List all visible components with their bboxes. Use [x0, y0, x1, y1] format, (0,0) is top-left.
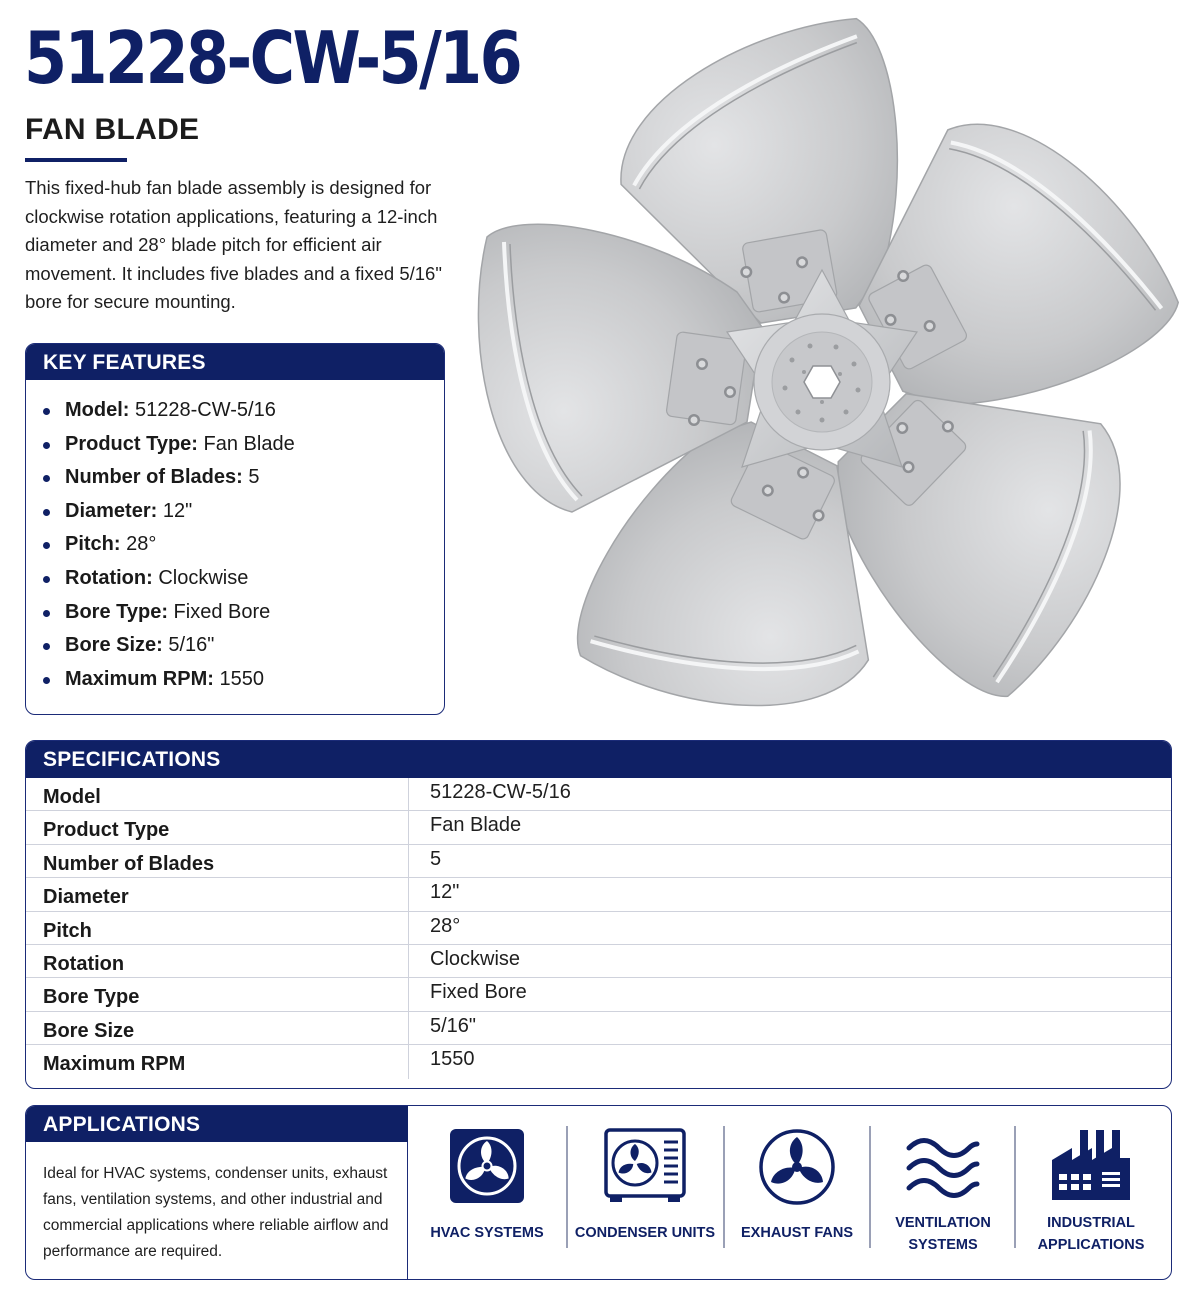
spec-key: Diameter — [26, 878, 409, 910]
feature-item: Diameter: 12" — [43, 495, 444, 529]
specifications-panel — [25, 740, 1172, 1089]
spec-value: 5 — [430, 847, 442, 870]
applications-heading: APPLICATIONS — [26, 1106, 408, 1142]
application-hvac — [410, 1106, 564, 1279]
spec-key: Model — [26, 778, 409, 810]
spec-value: 12" — [430, 881, 460, 904]
feature-item: Bore Size: 5/16" — [43, 629, 444, 663]
spec-key: Pitch — [26, 912, 409, 944]
hvac-fan-icon — [449, 1128, 525, 1204]
spec-value: 28° — [430, 914, 461, 937]
spec-value: 51228-CW-5/16 — [430, 781, 571, 803]
feature-item: Maximum RPM: 1550 — [43, 663, 444, 697]
application-condenser — [568, 1106, 722, 1279]
page-title: 51228-CW-5/16 — [24, 16, 521, 100]
spec-value: Fan Blade — [430, 814, 522, 837]
table-row — [26, 1045, 1171, 1078]
spec-key: Bore Type — [26, 978, 409, 1010]
applications-panel — [25, 1105, 1172, 1280]
application-label: HVAC SYSTEMS — [430, 1225, 544, 1241]
application-label: SYSTEMS — [908, 1237, 978, 1253]
product-description: This fixed-hub fan blade assembly is designed for clockwise rotation applications, featuring a 12-inch diameter and 28° blade pitch for efficient air movement. It includes five blades and a fixed 5/16" bore for secure mounting. — [25, 177, 442, 313]
table-row — [26, 878, 1171, 911]
feature-item: Product Type: Fan Blade — [43, 428, 444, 462]
five-blade-fan-image — [470, 10, 1190, 740]
table-row — [26, 811, 1171, 844]
spec-key: Bore Size — [26, 1012, 409, 1044]
feature-item: Number of Blades: 5 — [43, 461, 444, 495]
application-label: CONDENSER UNITS — [574, 1225, 716, 1241]
application-industrial — [1016, 1106, 1166, 1279]
subtitle-underline — [25, 158, 127, 162]
spec-value: 1550 — [430, 1048, 475, 1071]
table-row — [26, 1012, 1171, 1045]
table-row — [26, 778, 1171, 811]
feature-item: Pitch: 28° — [43, 528, 444, 562]
application-label: EXHAUST FANS — [741, 1225, 853, 1241]
spec-key: Maximum RPM — [26, 1045, 409, 1078]
key-features-heading: KEY FEATURES — [26, 344, 444, 380]
spec-value: 5/16" — [430, 1014, 477, 1037]
table-row — [26, 845, 1171, 878]
exhaust-fan-icon — [758, 1128, 836, 1206]
application-label: VENTILATION — [895, 1215, 991, 1231]
spec-value: Fixed Bore — [430, 981, 527, 1004]
feature-item: Model: 51228-CW-5/16 — [43, 394, 444, 428]
specifications-table — [26, 778, 1171, 1079]
feature-item: Rotation: Clockwise — [43, 562, 444, 596]
application-ventilation — [871, 1106, 1015, 1279]
spec-value: Clockwise — [430, 947, 521, 970]
table-row — [26, 978, 1171, 1011]
application-label: APPLICATIONS — [1037, 1237, 1145, 1253]
key-features-list — [26, 380, 444, 696]
table-row — [26, 945, 1171, 978]
applications-text: Ideal for HVAC systems, condenser units, exhaust fans, ventilation systems, and other industrial and commercial applications where reliable airflow and performance are required. — [43, 1165, 389, 1260]
feature-item: Bore Type: Fixed Bore — [43, 596, 444, 630]
application-exhaust — [725, 1106, 869, 1279]
applications-summary — [26, 1106, 408, 1279]
airflow-waves-icon — [905, 1136, 981, 1202]
product-subtitle: FAN BLADE — [25, 113, 200, 146]
key-features-panel — [25, 343, 445, 715]
spec-key: Rotation — [26, 945, 409, 977]
spec-key: Number of Blades — [26, 845, 409, 877]
spec-key: Product Type — [26, 811, 409, 843]
specifications-heading: SPECIFICATIONS — [26, 741, 1171, 778]
condenser-unit-icon — [604, 1128, 686, 1204]
application-label: INDUSTRIAL — [1047, 1215, 1135, 1231]
factory-icon — [1050, 1128, 1132, 1202]
table-row — [26, 912, 1171, 945]
